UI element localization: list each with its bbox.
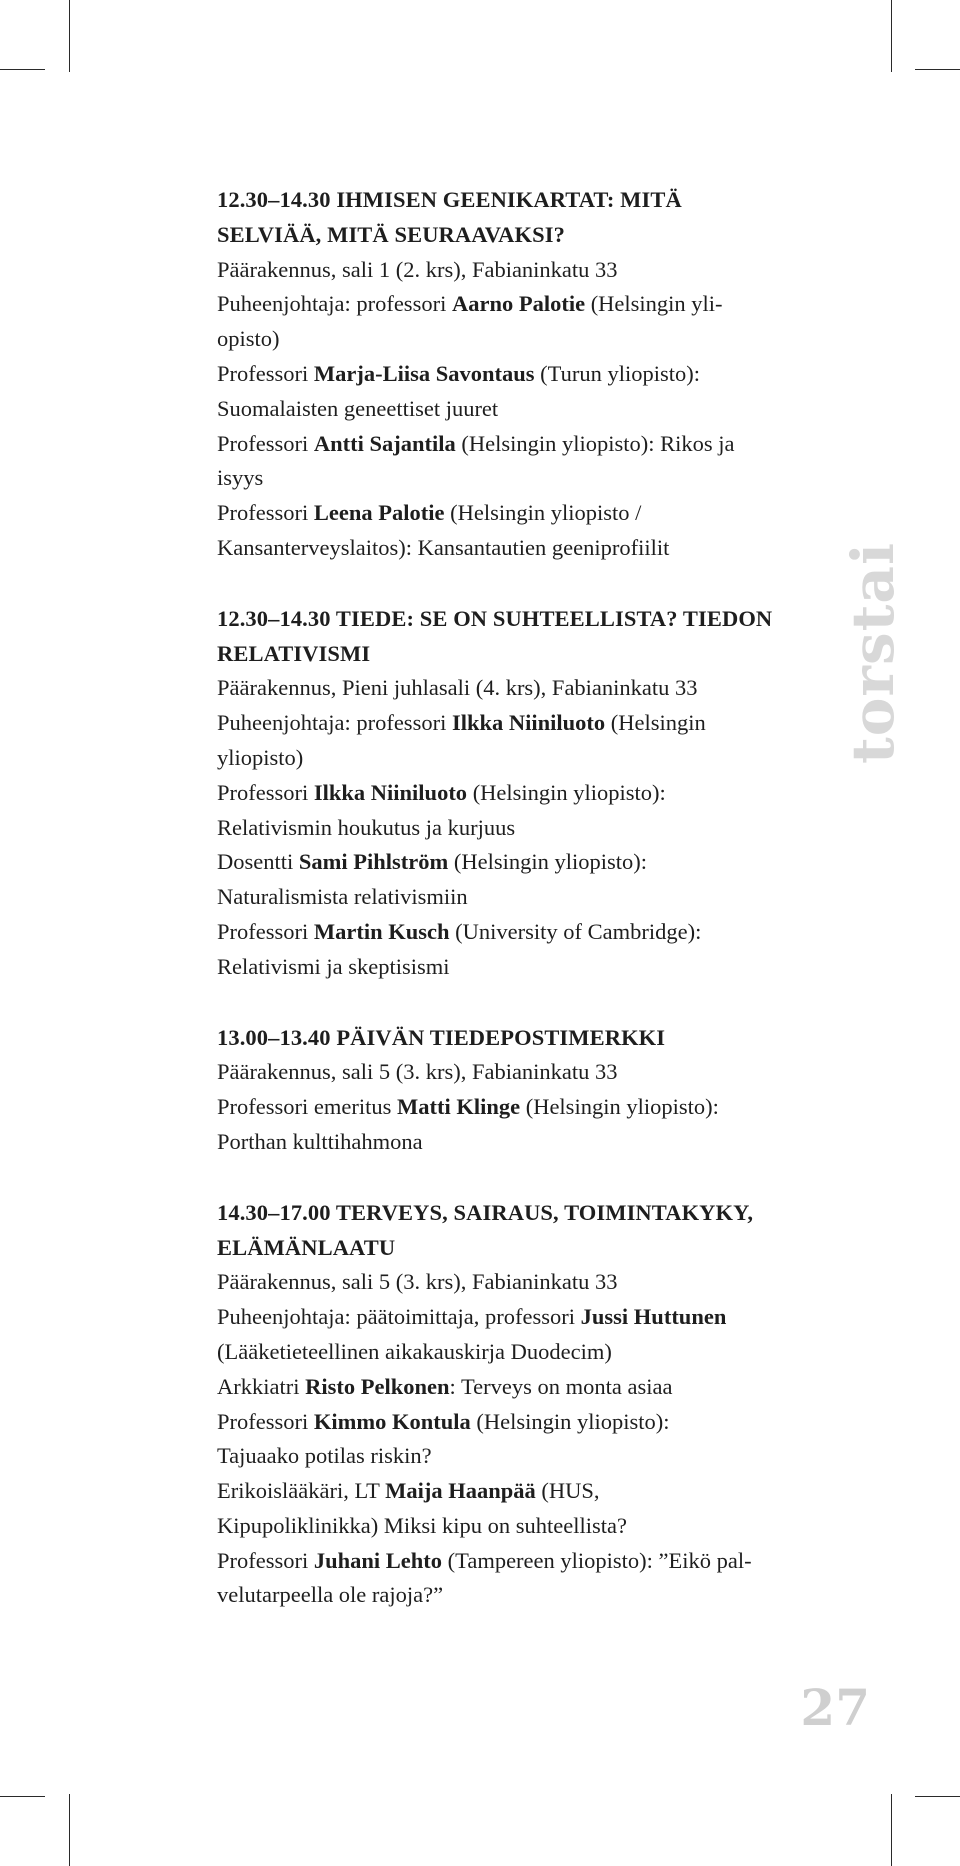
session-line <box>217 461 837 496</box>
line-text: Suomalaisten geneettiset juuret <box>217 395 499 421</box>
line-text: (Helsingin yliopisto): <box>470 1408 670 1434</box>
line-text: Professori emeritus <box>217 1094 397 1120</box>
speaker-name: Juhani Lehto <box>313 1547 443 1573</box>
speaker-name: Aarno Palotie <box>451 291 586 317</box>
session-line <box>217 1335 837 1370</box>
crop-mark-bottom-left <box>69 1794 70 1866</box>
program-session <box>217 602 837 985</box>
session-line <box>217 1300 837 1335</box>
session-line <box>217 357 837 392</box>
line-text: Professori <box>217 430 314 456</box>
session-title-line: 13.00–13.40 PÄIVÄN TIEDEPOSTIMERKKI <box>217 1024 666 1050</box>
session-line <box>217 253 837 288</box>
session-title-line: SELVIÄÄ, MITÄ SEURAAVAKSI? <box>217 221 565 247</box>
speaker-name: Ilkka Niiniluoto <box>313 779 468 805</box>
line-text: Arkkiatri <box>217 1373 306 1399</box>
session-line <box>217 1055 837 1090</box>
session-line <box>217 1405 837 1440</box>
speaker-name: Risto Pelkonen <box>305 1373 450 1399</box>
line-text: Puheenjohtaja: professori <box>217 710 452 736</box>
day-label-text: torstai <box>839 541 907 765</box>
speaker-name: Ilkka Niiniluoto <box>451 710 606 736</box>
session-line <box>217 496 837 531</box>
crop-mark-top-right <box>891 0 892 72</box>
session-line <box>217 845 837 880</box>
line-text: Relativismi ja skeptisismi <box>217 953 450 979</box>
line-text: Puheenjohtaja: päätoimittaja, professori <box>217 1304 581 1330</box>
line-text: isyys <box>217 465 264 491</box>
session-line <box>217 915 837 950</box>
session-line <box>217 776 837 811</box>
program-session <box>217 183 837 566</box>
crop-mark-bottom-right <box>891 1794 892 1866</box>
line-text: (Helsingin yliopisto / <box>444 500 642 526</box>
session-line <box>217 1544 837 1579</box>
line-text: Päärakennus, sali 5 (3. krs), Fabianinkatu 33 <box>217 1059 618 1085</box>
speaker-name: Jussi Huttunen <box>580 1304 727 1330</box>
line-text: Professori <box>217 1408 314 1434</box>
line-text: Naturalismista relativismiin <box>217 884 468 910</box>
line-text: (HUS, <box>535 1478 600 1504</box>
crop-mark-top-left <box>69 0 70 72</box>
speaker-name: Leena Palotie <box>313 500 445 526</box>
session-title-line: 12.30–14.30 TIEDE: SE ON SUHTEELLISTA? TIEDON <box>217 605 773 631</box>
line-text: Päärakennus, sali 5 (3. krs), Fabianinkatu 33 <box>217 1269 618 1295</box>
program-session <box>217 1021 837 1160</box>
line-text: Professori <box>217 360 314 386</box>
crop-mark-top-right-h <box>915 69 960 70</box>
session-line <box>217 1370 837 1405</box>
line-text: Erikoislääkäri, LT <box>217 1478 386 1504</box>
line-text: Professori <box>217 918 314 944</box>
program-session <box>217 1196 837 1614</box>
session-line <box>217 811 837 846</box>
line-text: Professori <box>217 1547 314 1573</box>
line-text: (University of Cambridge): <box>449 918 702 944</box>
session-line <box>217 1474 837 1509</box>
crop-mark-top-left-h <box>0 69 45 70</box>
crop-mark-bottom-right-h <box>915 1796 960 1797</box>
session-title-line: 12.30–14.30 IHMISEN GEENIKARTAT: MITÄ <box>217 187 682 212</box>
crop-mark-bottom-left-h <box>0 1796 45 1797</box>
line-text: Päärakennus, sali 1 (2. krs), Fabianinkatu 33 <box>217 256 618 282</box>
line-text: : Terveys on monta asiaa <box>449 1373 673 1399</box>
line-text: (Helsingin yli- <box>585 291 723 317</box>
session-line <box>217 1439 837 1474</box>
session-line <box>217 741 837 776</box>
session-line <box>217 706 837 741</box>
line-text: (Helsingin yliopisto): <box>520 1094 719 1120</box>
line-text: Päärakennus, Pieni juhlasali (4. krs), Fabianinkatu 33 <box>217 675 698 701</box>
day-side-label <box>839 538 907 768</box>
session-line <box>217 1125 837 1160</box>
session-line <box>217 531 837 566</box>
line-text: Professori <box>217 779 314 805</box>
speaker-name: Antti Sajantila <box>313 430 456 456</box>
session-line <box>217 322 837 357</box>
line-text: Porthan kulttihahmona <box>217 1128 423 1154</box>
session-line <box>217 950 837 985</box>
session-line <box>217 671 837 706</box>
speaker-name: Marja-Liisa Savontaus <box>313 360 535 386</box>
line-text: (Helsingin yliopisto): Rikos ja <box>455 430 735 456</box>
program-content <box>217 183 837 1649</box>
speaker-name: Matti Klinge <box>396 1094 521 1120</box>
line-text: Dosentti <box>217 849 299 875</box>
line-text: (Lääketieteellinen aikakauskirja Duodecim) <box>217 1338 612 1364</box>
speaker-name: Martin Kusch <box>313 918 450 944</box>
session-title-line: RELATIVISMI <box>217 640 371 666</box>
line-text: (Helsingin yliopisto): <box>448 849 647 875</box>
session-line <box>217 287 837 322</box>
session-line <box>217 1265 837 1300</box>
line-text: (Helsingin yliopisto): <box>467 779 666 805</box>
speaker-name: Sami Pihlström <box>298 849 449 875</box>
line-text: Kipupoliklinikka) Miksi kipu on suhteellista? <box>217 1512 627 1538</box>
session-line <box>217 1090 837 1125</box>
session-line <box>217 1578 837 1613</box>
line-text: opisto) <box>217 326 280 352</box>
line-text: Tajuaako potilas riskin? <box>217 1443 432 1469</box>
line-text: Professori <box>217 500 314 526</box>
speaker-name: Kimmo Kontula <box>313 1408 471 1434</box>
line-text: velutarpeella ole rajoja?” <box>217 1582 444 1608</box>
session-line <box>217 427 837 462</box>
line-text: Puheenjohtaja: professori <box>217 291 452 317</box>
line-text: (Tampereen yliopisto): ”Eikö pal- <box>442 1547 752 1573</box>
session-title-line: 14.30–17.00 TERVEYS, SAIRAUS, TOIMINTAKYKY, <box>217 1199 754 1225</box>
page-number: 27 <box>800 1678 870 1737</box>
session-line <box>217 880 837 915</box>
line-text: yliopisto) <box>217 744 304 770</box>
session-title-line: ELÄMÄNLAATU <box>217 1234 396 1260</box>
line-text: (Turun yliopisto): <box>534 360 700 386</box>
session-line <box>217 392 837 427</box>
line-text: Kansanterveyslaitos): Kansantautien geeniprofiilit <box>217 534 670 560</box>
session-line <box>217 1509 837 1544</box>
line-text: (Helsingin <box>605 710 706 736</box>
speaker-name: Maija Haanpää <box>385 1478 536 1504</box>
line-text: Relativismin houkutus ja kurjuus <box>217 814 516 840</box>
